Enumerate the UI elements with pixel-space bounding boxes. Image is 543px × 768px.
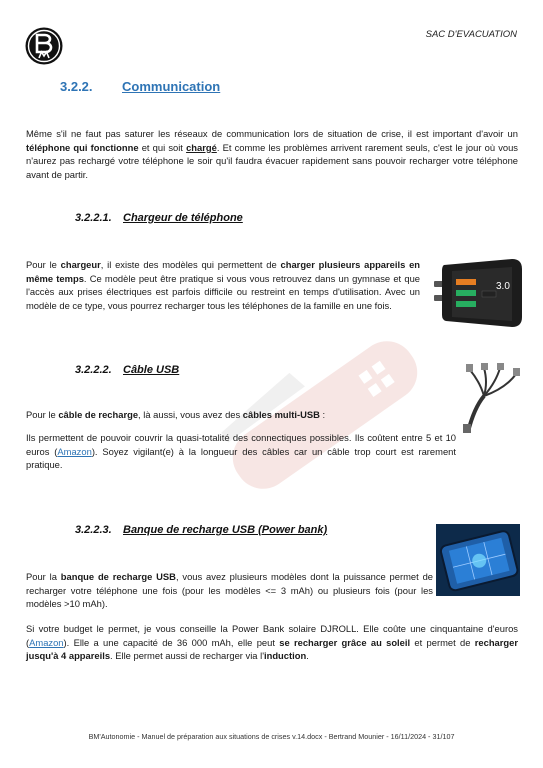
powerbank-paragraph-2 bbox=[26, 622, 518, 663]
section-title: Communication bbox=[122, 79, 221, 94]
cable-bold-2: câbles multi-USB bbox=[242, 409, 320, 420]
subsection-number: 3.2.2.1. bbox=[75, 212, 112, 224]
subsection-heading-cable bbox=[75, 364, 179, 378]
page-footer: BM'Autonomie - Manuel de préparation aux situations de crises v.14.docx - Bertrand Mounier - 16/11/2024 - 31/107 bbox=[88, 732, 455, 741]
cable-text-5: ). Soyez vigilant(e) à la longueur des câbles car un câble trop court est rarement pratique. bbox=[26, 445, 456, 471]
intro-bold-1: téléphone qui fonctionne bbox=[26, 141, 139, 153]
cable-text-3: : bbox=[319, 409, 326, 420]
intro-paragraph bbox=[26, 127, 518, 181]
charger-image-label: 3.0 bbox=[496, 281, 510, 292]
subsection-title: Banque de recharge USB (Power bank) bbox=[123, 524, 328, 536]
charger-bold-1: chargeur bbox=[60, 259, 101, 270]
powerbank-text-7: . bbox=[306, 650, 309, 662]
subsection-number: 3.2.2.2. bbox=[75, 364, 112, 376]
powerbank-bold-3: recharger jusqu'à 4 appareils bbox=[26, 636, 519, 662]
powerbank-text-1: Pour la bbox=[26, 571, 61, 582]
usb-cable-image bbox=[460, 362, 522, 434]
section-heading bbox=[60, 80, 220, 94]
charger-text-2: , il existe des modèles qui permettent de bbox=[100, 259, 281, 270]
powerbank-bold-4: induction bbox=[264, 650, 307, 662]
section-number: 3.2.2. bbox=[60, 79, 93, 94]
subsection-title: Câble USB bbox=[123, 364, 180, 376]
intro-text-1: Même s'il ne faut pas saturer les réseaux de communication lors de situation de crise, il est important d'avoir un bbox=[26, 128, 518, 139]
powerbank-text-4: ). Elle a une capacité de 36 000 mAh, elle peut bbox=[63, 636, 280, 648]
charger-text-1: Pour le bbox=[26, 259, 61, 270]
subsection-number: 3.2.2.3. bbox=[75, 524, 112, 536]
powerbank-bold-2: se recharger grâce au soleil bbox=[279, 636, 411, 648]
cable-bold-1: câble de recharge bbox=[58, 409, 139, 420]
header-title: SAC D'EVACUATION bbox=[425, 29, 517, 40]
cable-paragraph-1 bbox=[26, 408, 436, 422]
powerbank-text-5: et permet de bbox=[410, 636, 475, 648]
power-bank-image bbox=[436, 524, 520, 596]
powerbank-text-3: Si votre budget le permet, je vous conseille la Power Bank solaire DJROLL. Elle coûte une cinquantaine d'euros ( bbox=[26, 623, 518, 648]
intro-bold-2: chargé bbox=[186, 141, 217, 153]
subsection-heading-powerbank bbox=[75, 524, 327, 538]
amazon-link-cable[interactable]: Amazon bbox=[57, 445, 92, 457]
powerbank-text-2: , vous avez plusieurs modèles dont la puissance permet de recharger votre téléphone une fois (pour les modèles <= 3 mAh) ou plusieurs fois (pour les modèles >10 mAh). bbox=[26, 571, 433, 610]
subsection-title: Chargeur de téléphone bbox=[123, 212, 243, 224]
cable-text-2: , là aussi, vous avez des bbox=[138, 409, 243, 420]
powerbank-paragraph-1 bbox=[26, 570, 433, 611]
charger-bold-2: charger plusieurs appareils en même temps bbox=[26, 259, 421, 284]
powerbank-bold-1: banque de recharge USB bbox=[60, 571, 176, 582]
bm-logo bbox=[24, 26, 64, 66]
subsection-heading-charger bbox=[75, 212, 243, 226]
cable-text-1: Pour le bbox=[26, 409, 59, 420]
cable-paragraph-2 bbox=[26, 431, 456, 472]
intro-text-2: et qui soit bbox=[138, 141, 187, 153]
charger-text-3: . Ce modèle peut être pratique si vous vous retrouvez dans un gymnase et que l'accès aux prises électriques est parfois difficile ou restreint en temps d'utilisation. Avec un modèle de ce type, vous pourrez recharger tous les téléphones de la famille en une fois. bbox=[26, 272, 421, 311]
charger-paragraph bbox=[26, 258, 420, 312]
intro-text-3: . Et comme les problèmes arrivent rarement seuls, c'est le jour où vous n'aurez pas rechargé votre téléphone le soir qu'il faudra évacuer rapidement sans pouvoir recharger votre téléphone avant de partir. bbox=[26, 141, 518, 180]
powerbank-text-6: . Elle permet aussi de recharger via l' bbox=[110, 650, 264, 662]
charger-image bbox=[432, 255, 524, 331]
cable-text-4: Ils permettent de pouvoir couvrir la quasi-totalité des connectiques possibles. Ils coûtent entre 5 et 10 euros ( bbox=[26, 432, 456, 457]
amazon-link-powerbank[interactable]: Amazon bbox=[29, 636, 64, 648]
